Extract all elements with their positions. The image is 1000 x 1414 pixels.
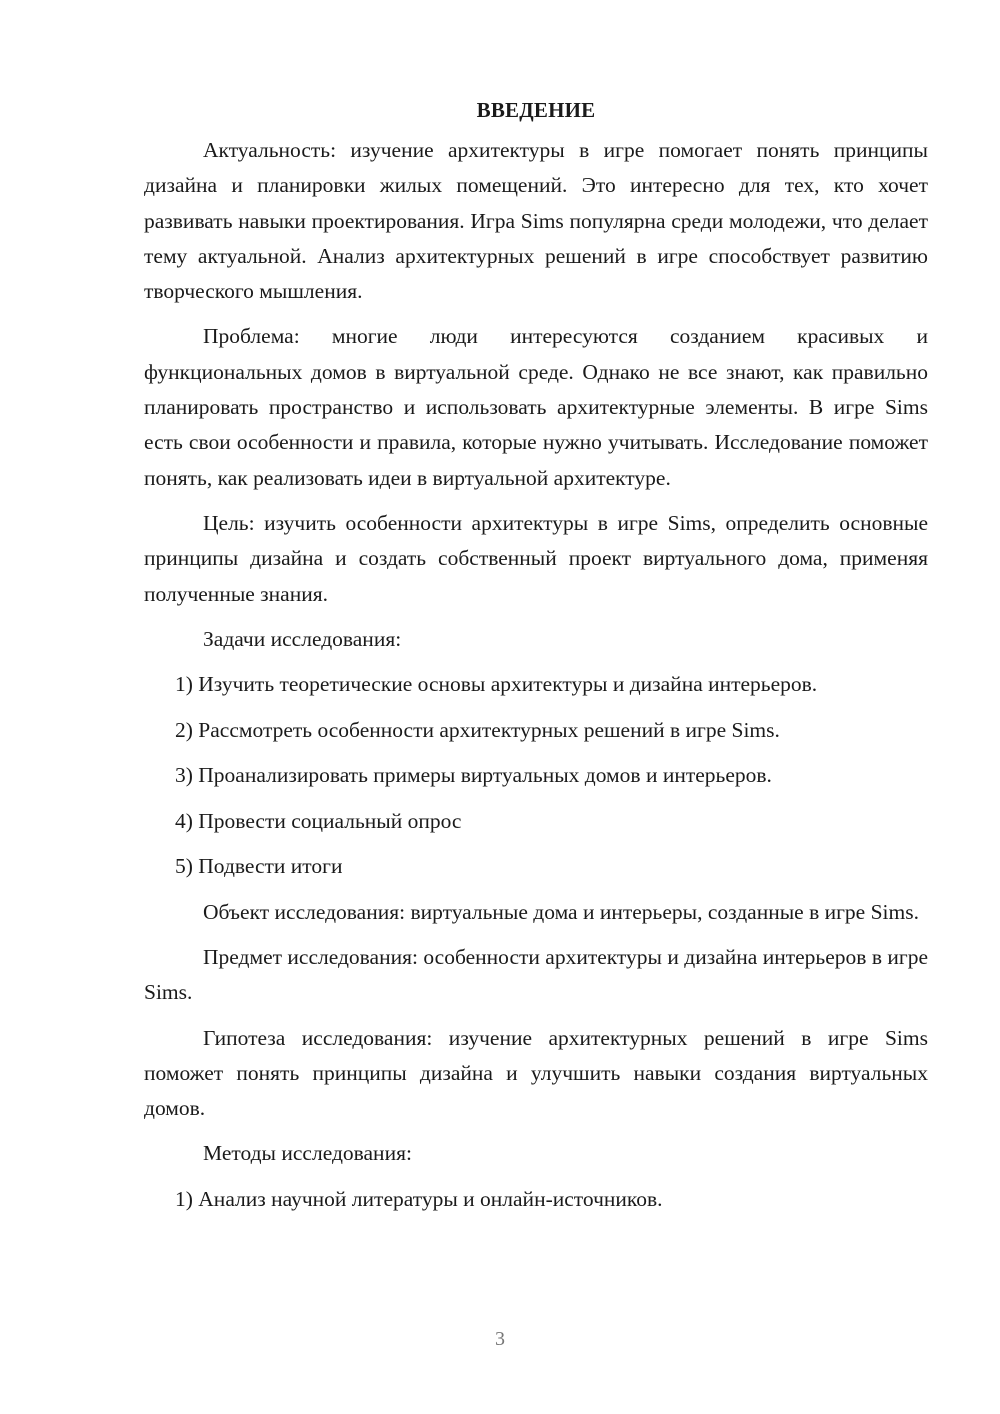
paragraph-goal: Цель: изучить особенности архитектуры в игре Sims, определить основные принципы дизайна и создать собственный проект виртуального дома, применяя полученные знания.	[144, 510, 928, 606]
methods-heading: Методы исследования:	[203, 1141, 412, 1166]
section-title: ВВЕДЕНИЕ	[476, 98, 596, 122]
methods-list	[144, 1182, 928, 1217]
tasks-heading: Задачи исследования:	[203, 626, 402, 651]
task-item: 1) Изучить теоретические основы архитектуры и дизайна интерьеров.	[175, 672, 818, 697]
page-number: 3	[495, 1328, 505, 1350]
document-page	[144, 94, 928, 1227]
task-item: 5) Подвести итоги	[175, 854, 343, 879]
paragraph-hypothesis: Гипотеза исследования: изучение архитектурных решений в игре Sims поможет понять принципы дизайна и улучшить навыки создания виртуальных домов.	[144, 1025, 928, 1121]
task-item: 2) Рассмотреть особенности архитектурных решений в игре Sims.	[175, 717, 780, 742]
task-item: 4) Провести социальный опрос	[175, 808, 462, 833]
tasks-list	[144, 667, 928, 884]
paragraph-subject: Предмет исследования: особенности архитектуры и дизайна интерьеров в игре Sims.	[144, 944, 928, 1005]
paragraph-object: Объект исследования: виртуальные дома и интерьеры, созданные в игре Sims.	[203, 899, 919, 924]
paragraph-problem: Проблема: многие люди интересуются созданием красивых и функциональных домов в виртуальной среде. Однако не все знают, как правильно планировать пространство и использовать архитектурные элементы. В игре Sims есть свои особенности и правила, которые нужно учитывать. Исследование поможет понять, как реализовать идеи в виртуальной архитектуре.	[144, 324, 928, 490]
paragraph-relevance: Актуальность: изучение архитектуры в игре помогает понять принципы дизайна и планировки жилых помещений. Это интересно для тех, кто хочет развивать навыки проектирования. Игра Sims популярна среди молодежи, что делает тему актуальной. Анализ архитектурных решений в игре способствует развитию творческого мышления.	[144, 138, 928, 304]
task-item: 3) Проанализировать примеры виртуальных домов и интерьеров.	[175, 763, 772, 788]
method-item: 1) Анализ научной литературы и онлайн-источников.	[175, 1186, 663, 1211]
